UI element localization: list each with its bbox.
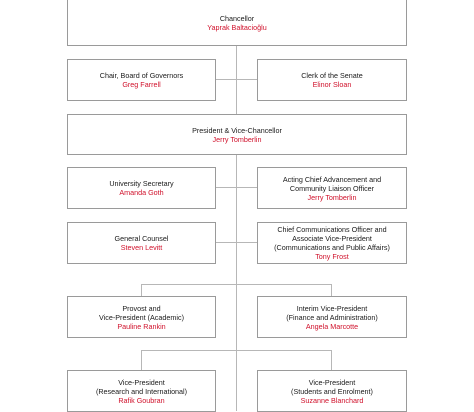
vp-students-name: Suzanne Blanchard [300,395,364,405]
connector-main-trunk [236,45,237,411]
vp-finance-title: Interim Vice-President (Finance and Administration) [286,303,378,322]
vp-finance-box [257,296,407,338]
vp-students-box [257,370,407,412]
chair-board-name: Greg Farrell [122,80,161,89]
connector-vp-branch-2 [141,350,332,351]
connector-research-drop [141,350,142,370]
university-secretary-box [67,167,216,209]
chancellor-title: Chancellor [219,14,255,23]
provost-name: Pauline Rankin [117,321,166,331]
vp-research-box [67,370,216,412]
president-box [67,114,407,155]
vp-students-title: Vice-President (Students and Enrolment) [291,377,373,396]
chief-advancement-name: Jerry Tomberlin [307,192,357,202]
chief-communications-box [257,222,407,264]
vp-finance-name: Angela Marcotte [305,321,359,331]
connector-provost-drop [141,284,142,296]
chair-board-box [67,59,216,101]
general-counsel-box [67,222,216,264]
president-title: President & Vice-Chancellor [192,125,282,135]
chief-communications-name: Tony Frost [315,252,349,261]
clerk-senate-title: Clerk of the Senate [301,71,363,80]
connector-board-senate [215,79,257,80]
general-counsel-name: Steven Levitt [120,243,163,252]
chief-communications-title: Chief Communications Officer and Associate Vice-President (Communications and Public Affairs) [274,225,390,252]
general-counsel-title: General Counsel [114,234,169,243]
university-secretary-title: University Secretary [109,179,174,188]
clerk-senate-box [257,59,407,101]
connector-counsel-communications [215,242,257,243]
chief-advancement-box [257,167,407,209]
chancellor-name: Yaprak Baltacioğlu [207,23,267,32]
provost-box [67,296,216,338]
chancellor-box [67,0,407,46]
chief-advancement-title: Acting Chief Advancement and Community Liaison Officer [282,174,382,193]
connector-finance-drop [331,284,332,296]
chair-board-title: Chair, Board of Governors [99,71,184,80]
provost-title: Provost and Vice-President (Academic) [99,303,184,322]
university-secretary-name: Amanda Goth [119,188,164,197]
vp-research-title: Vice-President (Research and International) [95,377,188,396]
president-name: Jerry Tomberlin [212,134,262,144]
connector-vp-branch-1 [141,284,332,285]
vp-research-name: Rafik Goubran [118,395,165,405]
clerk-senate-name: Elinor Sloan [312,80,352,89]
connector-students-drop [331,350,332,370]
connector-secretary-advancement [215,187,257,188]
